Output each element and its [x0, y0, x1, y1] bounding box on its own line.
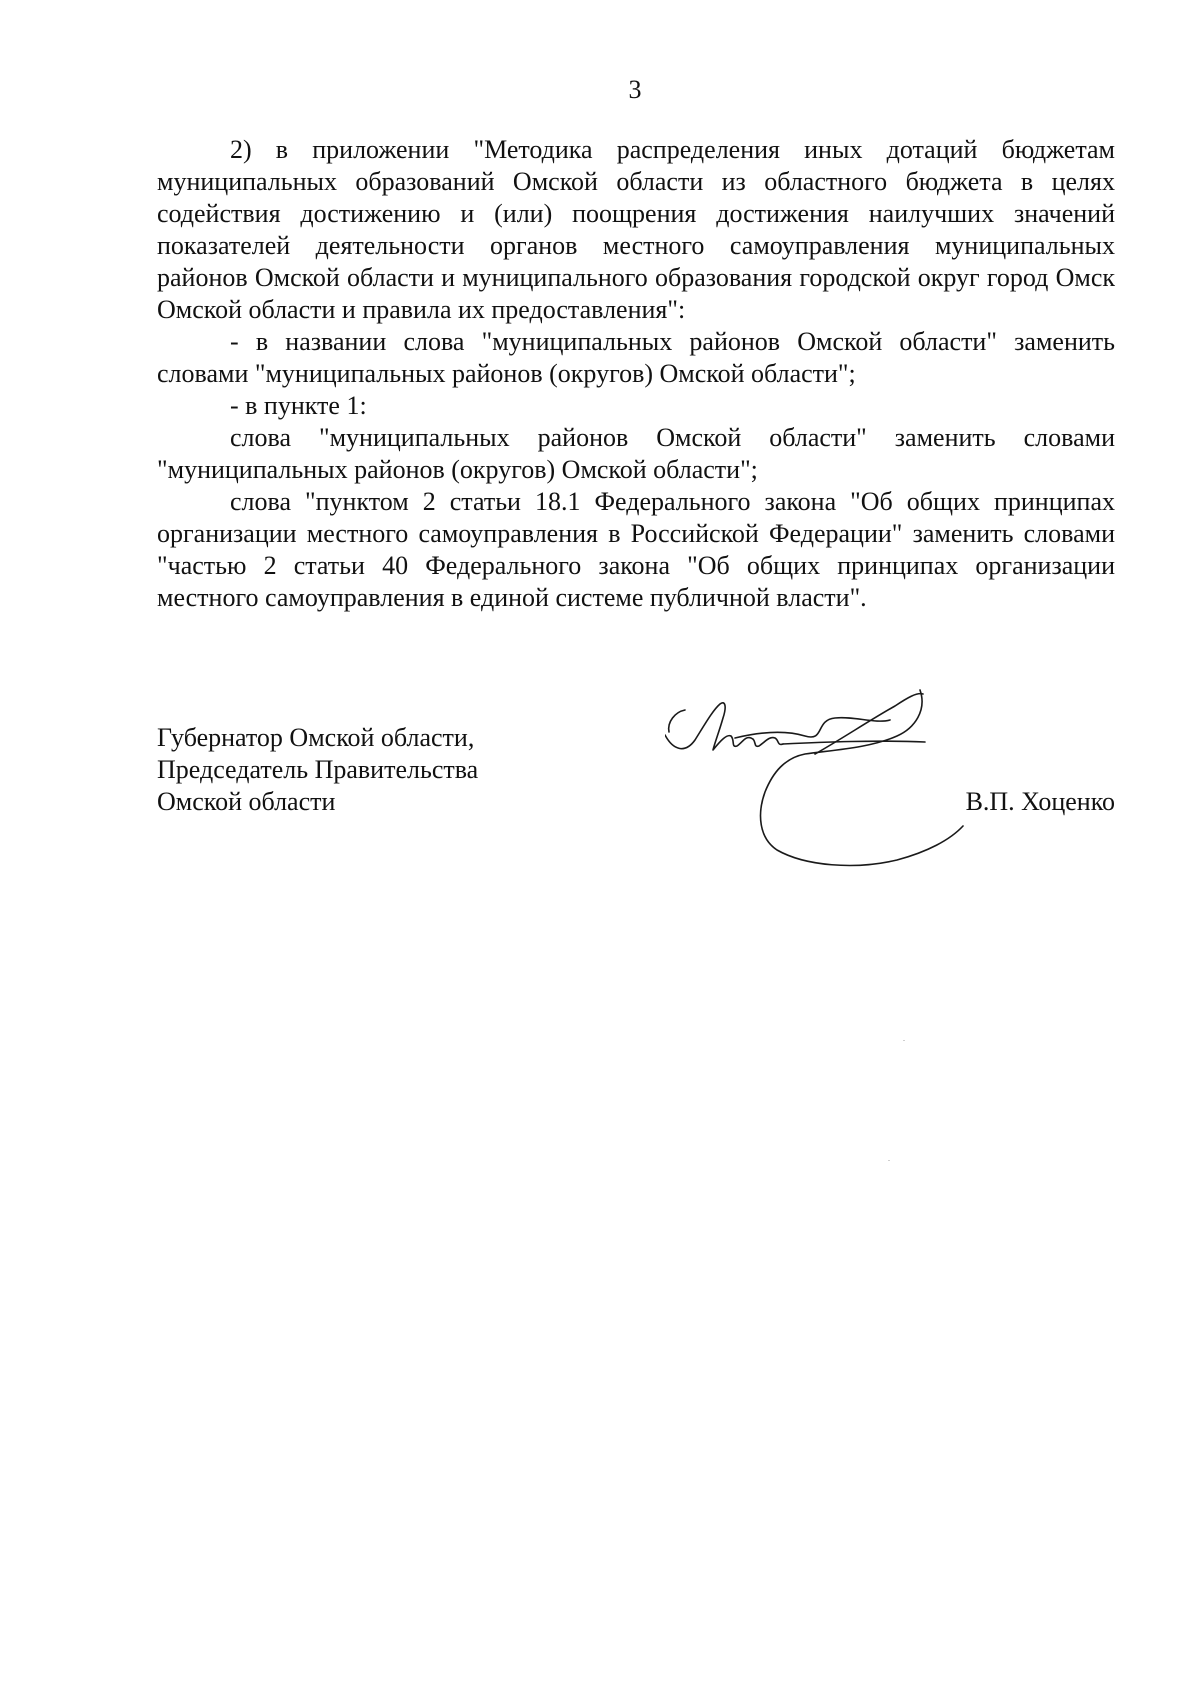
signatory-title-line-1: Губернатор Омской области, — [157, 723, 475, 752]
paragraph-3: - в пункте 1: — [230, 391, 367, 420]
paragraph-5: слова "пунктом 2 статьи 18.1 Федерального закона "Об общих принципах организации местного самоуправления в Российской Федерации" заменить словами "частью 2 статьи 40 Федерального закона "Об общих принципах организации местного самоуправления в единой системе публичной власти". — [157, 487, 1115, 612]
signatory-title — [157, 722, 478, 818]
paragraph-4: слова "муниципальных районов Омской области" заменить словами "муниципальных районов (округов) Омской области"; — [157, 423, 1115, 484]
scan-speck — [888, 1160, 890, 1161]
signatory-title-line-2: Председатель Правительства — [157, 755, 479, 784]
paragraph-1: 2) в приложении "Методика распределения иных дотаций бюджетам муниципальных образований Омской области из областного бюджета в целях содействия достижению и (или) поощрения достижения наилучших значений показателей деятельности органов местного самоуправления муниципальных районов Омской области и муниципального образования городской округ город Омск Омской области и правила их предоставления": — [157, 135, 1115, 324]
document-body — [157, 134, 1115, 614]
handwritten-signature — [665, 680, 1025, 880]
signatory-title-line-3: Омской области — [157, 787, 336, 816]
page-number: 3 — [628, 75, 642, 104]
signer-name: В.П. Хоценко — [965, 787, 1115, 816]
paragraph-2: - в названии слова "муниципальных районов Омской области" заменить словами "муниципальных районов (округов) Омской области"; — [157, 327, 1115, 388]
scan-speck — [903, 1040, 905, 1041]
